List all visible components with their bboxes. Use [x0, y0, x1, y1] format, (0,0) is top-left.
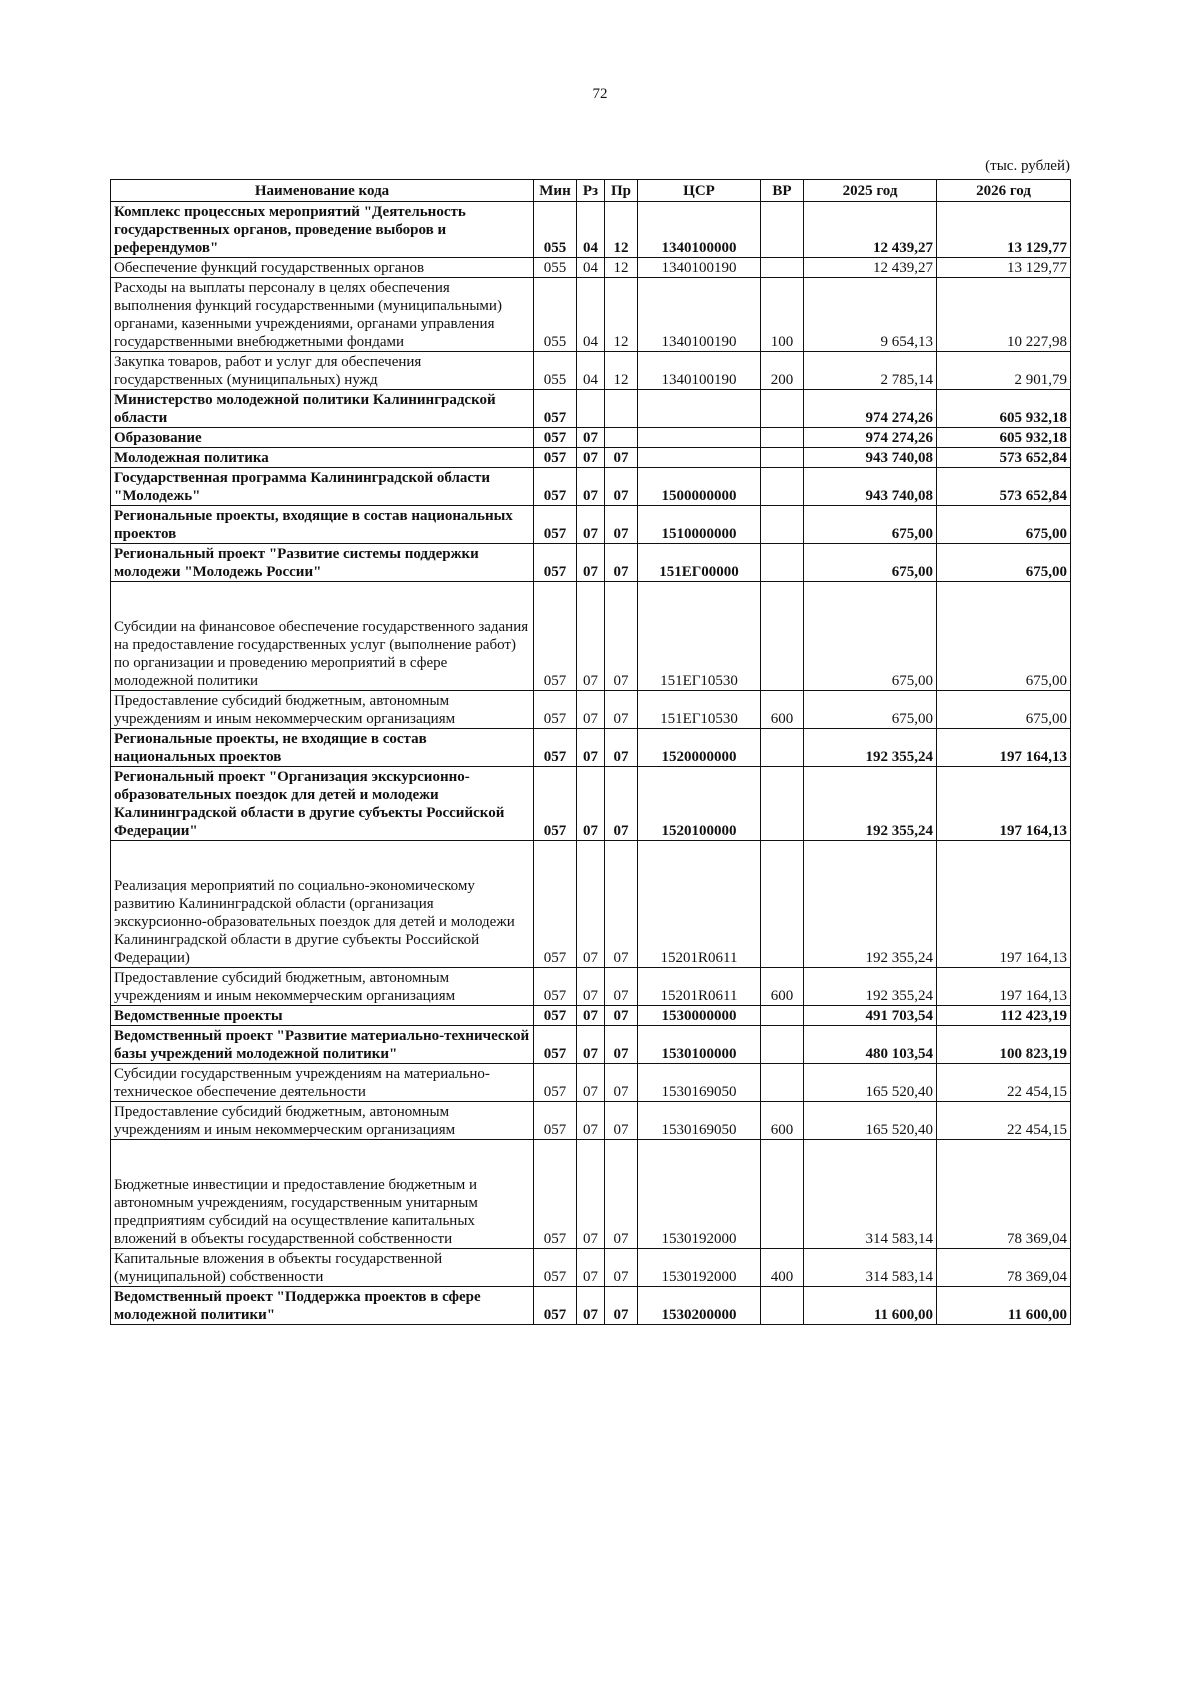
cell-vr — [761, 428, 804, 448]
table-row — [111, 1140, 1071, 1249]
cell-rz: 07 — [577, 1006, 605, 1026]
cell-min: 057 — [534, 1287, 577, 1325]
cell-pr: 07 — [605, 506, 638, 544]
cell-pr: 07 — [605, 691, 638, 729]
cell-rz: 07 — [577, 544, 605, 582]
cell-min: 057 — [534, 729, 577, 767]
cell-min: 055 — [534, 258, 577, 278]
cell-csr: 151ЕГ00000 — [638, 544, 761, 582]
cell-y2026: 22 454,15 — [937, 1102, 1071, 1140]
cell-min: 057 — [534, 1064, 577, 1102]
cell-y2025: 675,00 — [804, 691, 937, 729]
page-number: 72 — [592, 86, 608, 102]
header-name: Наименование кода — [111, 180, 534, 202]
cell-vr — [761, 202, 804, 258]
cell-y2025: 675,00 — [804, 544, 937, 582]
budget-table — [110, 179, 1071, 1325]
cell-pr: 12 — [605, 278, 638, 352]
cell-csr: 15201R0611 — [638, 841, 761, 968]
cell-rz: 07 — [577, 1102, 605, 1140]
cell-vr — [761, 729, 804, 767]
table-row — [111, 1102, 1071, 1140]
table-row — [111, 448, 1071, 468]
cell-name: Ведомственный проект "Поддержка проектов в сфере молодежной политики" — [111, 1287, 534, 1325]
cell-csr: 1520100000 — [638, 767, 761, 841]
cell-rz: 04 — [577, 278, 605, 352]
cell-min: 057 — [534, 1140, 577, 1249]
cell-rz: 04 — [577, 258, 605, 278]
cell-csr: 1500000000 — [638, 468, 761, 506]
table-row — [111, 544, 1071, 582]
cell-csr: 1530200000 — [638, 1287, 761, 1325]
cell-y2026: 78 369,04 — [937, 1140, 1071, 1249]
table-row — [111, 691, 1071, 729]
cell-name: Ведомственные проекты — [111, 1006, 534, 1026]
cell-name: Предоставление субсидий бюджетным, автономным учреждениям и иным некоммерческим организациям — [111, 968, 534, 1006]
cell-csr — [638, 428, 761, 448]
cell-y2025: 165 520,40 — [804, 1064, 937, 1102]
table-row — [111, 258, 1071, 278]
cell-vr — [761, 1140, 804, 1249]
cell-rz: 07 — [577, 428, 605, 448]
table-row — [111, 506, 1071, 544]
cell-vr: 100 — [761, 278, 804, 352]
cell-y2026: 11 600,00 — [937, 1287, 1071, 1325]
cell-min: 057 — [534, 968, 577, 1006]
cell-vr — [761, 506, 804, 544]
cell-pr: 07 — [605, 729, 638, 767]
cell-name: Субсидии государственным учреждениям на материально-техническое обеспечение деятельности — [111, 1064, 534, 1102]
cell-rz: 07 — [577, 729, 605, 767]
cell-csr: 1340100190 — [638, 258, 761, 278]
cell-rz: 07 — [577, 1026, 605, 1064]
cell-min: 057 — [534, 506, 577, 544]
cell-rz: 07 — [577, 767, 605, 841]
cell-y2026: 197 164,13 — [937, 841, 1071, 968]
cell-pr: 07 — [605, 1287, 638, 1325]
cell-y2026: 675,00 — [937, 544, 1071, 582]
cell-csr: 15201R0611 — [638, 968, 761, 1006]
cell-vr: 400 — [761, 1249, 804, 1287]
cell-pr — [605, 428, 638, 448]
header-rz: Рз — [577, 180, 605, 202]
cell-y2025: 314 583,14 — [804, 1140, 937, 1249]
cell-pr: 07 — [605, 767, 638, 841]
cell-y2026: 22 454,15 — [937, 1064, 1071, 1102]
cell-y2026: 112 423,19 — [937, 1006, 1071, 1026]
table-row — [111, 1026, 1071, 1064]
cell-min: 057 — [534, 1102, 577, 1140]
cell-vr — [761, 1026, 804, 1064]
cell-name: Предоставление субсидий бюджетным, автономным учреждениям и иным некоммерческим организациям — [111, 691, 534, 729]
cell-rz: 07 — [577, 1140, 605, 1249]
cell-pr: 07 — [605, 468, 638, 506]
cell-vr: 600 — [761, 691, 804, 729]
cell-pr: 07 — [605, 1064, 638, 1102]
cell-csr: 1520000000 — [638, 729, 761, 767]
header-min: Мин — [534, 180, 577, 202]
cell-y2025: 2 785,14 — [804, 352, 937, 390]
cell-name: Обеспечение функций государственных органов — [111, 258, 534, 278]
cell-y2025: 9 654,13 — [804, 278, 937, 352]
cell-y2025: 943 740,08 — [804, 468, 937, 506]
cell-pr: 12 — [605, 258, 638, 278]
cell-rz: 07 — [577, 468, 605, 506]
cell-csr: 1530169050 — [638, 1064, 761, 1102]
table-body — [111, 202, 1071, 1325]
cell-pr: 07 — [605, 1006, 638, 1026]
cell-y2025: 974 274,26 — [804, 390, 937, 428]
cell-y2026: 197 164,13 — [937, 729, 1071, 767]
cell-rz: 07 — [577, 968, 605, 1006]
cell-y2025: 675,00 — [804, 506, 937, 544]
cell-min: 057 — [534, 767, 577, 841]
cell-y2025: 974 274,26 — [804, 428, 937, 448]
cell-pr: 12 — [605, 352, 638, 390]
cell-name: Региональный проект "Развитие системы поддержки молодежи "Молодежь России" — [111, 544, 534, 582]
cell-min: 057 — [534, 841, 577, 968]
cell-name: Региональный проект "Организация экскурсионно-образовательных поездок для детей и молодежи Калининградской области в другие субъекты Российской Федерации" — [111, 767, 534, 841]
cell-vr — [761, 258, 804, 278]
cell-pr: 07 — [605, 1102, 638, 1140]
cell-min: 057 — [534, 544, 577, 582]
cell-csr: 1530000000 — [638, 1006, 761, 1026]
cell-y2025: 192 355,24 — [804, 841, 937, 968]
cell-rz — [577, 390, 605, 428]
table-row — [111, 278, 1071, 352]
cell-csr — [638, 448, 761, 468]
cell-csr: 1530100000 — [638, 1026, 761, 1064]
cell-name: Субсидии на финансовое обеспечение государственного задания на предоставление государственных услуг (выполнение работ) по организации и проведению мероприятий в сфере молодежной политики — [111, 582, 534, 691]
table-row — [111, 582, 1071, 691]
cell-y2025: 165 520,40 — [804, 1102, 937, 1140]
table-row — [111, 1006, 1071, 1026]
cell-csr: 1340100190 — [638, 278, 761, 352]
cell-y2025: 12 439,27 — [804, 202, 937, 258]
cell-vr — [761, 448, 804, 468]
cell-pr: 07 — [605, 544, 638, 582]
cell-vr: 600 — [761, 1102, 804, 1140]
cell-y2025: 491 703,54 — [804, 1006, 937, 1026]
cell-vr — [761, 1064, 804, 1102]
cell-csr: 151ЕГ10530 — [638, 582, 761, 691]
header-pr: Пр — [605, 180, 638, 202]
cell-min: 055 — [534, 278, 577, 352]
cell-min: 057 — [534, 1249, 577, 1287]
cell-rz: 07 — [577, 1287, 605, 1325]
cell-y2025: 675,00 — [804, 582, 937, 691]
cell-rz: 07 — [577, 1249, 605, 1287]
cell-min: 057 — [534, 1006, 577, 1026]
table-row — [111, 841, 1071, 968]
cell-name: Министерство молодежной политики Калининградской области — [111, 390, 534, 428]
cell-vr — [761, 1006, 804, 1026]
cell-name: Государственная программа Калининградской области "Молодежь" — [111, 468, 534, 506]
table-row — [111, 390, 1071, 428]
cell-y2026: 10 227,98 — [937, 278, 1071, 352]
cell-min: 057 — [534, 428, 577, 448]
table-row — [111, 968, 1071, 1006]
cell-name: Комплекс процессных мероприятий "Деятельность государственных органов, проведение выборов и референдумов" — [111, 202, 534, 258]
cell-vr — [761, 1287, 804, 1325]
cell-min: 057 — [534, 468, 577, 506]
cell-pr: 07 — [605, 1026, 638, 1064]
cell-vr — [761, 468, 804, 506]
cell-vr — [761, 582, 804, 691]
cell-rz: 07 — [577, 841, 605, 968]
cell-min: 055 — [534, 352, 577, 390]
cell-y2026: 78 369,04 — [937, 1249, 1071, 1287]
cell-y2026: 605 932,18 — [937, 390, 1071, 428]
cell-name: Региональные проекты, входящие в состав национальных проектов — [111, 506, 534, 544]
cell-y2026: 675,00 — [937, 582, 1071, 691]
cell-y2026: 605 932,18 — [937, 428, 1071, 448]
cell-pr: 07 — [605, 841, 638, 968]
cell-pr: 07 — [605, 582, 638, 691]
cell-rz: 04 — [577, 202, 605, 258]
cell-pr — [605, 390, 638, 428]
header-2025: 2025 год — [804, 180, 937, 202]
cell-csr: 1340100000 — [638, 202, 761, 258]
table-row — [111, 202, 1071, 258]
cell-csr: 1340100190 — [638, 352, 761, 390]
cell-csr: 1530192000 — [638, 1140, 761, 1249]
cell-vr: 600 — [761, 968, 804, 1006]
cell-name: Закупка товаров, работ и услуг для обеспечения государственных (муниципальных) нужд — [111, 352, 534, 390]
table-row — [111, 729, 1071, 767]
cell-rz: 07 — [577, 506, 605, 544]
header-2026: 2026 год — [937, 180, 1071, 202]
cell-y2026: 573 652,84 — [937, 448, 1071, 468]
cell-vr — [761, 544, 804, 582]
header-vr: ВР — [761, 180, 804, 202]
table-row — [111, 1287, 1071, 1325]
units-label: (тыс. рублей) — [985, 158, 1070, 174]
cell-vr — [761, 390, 804, 428]
cell-name: Молодежная политика — [111, 448, 534, 468]
cell-vr — [761, 841, 804, 968]
cell-csr: 1510000000 — [638, 506, 761, 544]
cell-pr: 07 — [605, 448, 638, 468]
cell-y2026: 2 901,79 — [937, 352, 1071, 390]
cell-csr: 151ЕГ10530 — [638, 691, 761, 729]
cell-y2026: 675,00 — [937, 691, 1071, 729]
table-row — [111, 767, 1071, 841]
cell-y2026: 675,00 — [937, 506, 1071, 544]
cell-vr — [761, 767, 804, 841]
cell-pr: 07 — [605, 1249, 638, 1287]
cell-y2026: 13 129,77 — [937, 202, 1071, 258]
cell-name: Расходы на выплаты персоналу в целях обеспечения выполнения функций государственными (муниципальными) органами, казенными учреждениями, органами управления государственными внебюджетными фондами — [111, 278, 534, 352]
cell-name: Реализация мероприятий по социально-экономическому развитию Калининградской области (организация экскурсионно-образовательных поездок для детей и молодежи Калининградской области в другие субъекты Российской Федерации) — [111, 841, 534, 968]
cell-y2025: 12 439,27 — [804, 258, 937, 278]
table-row — [111, 352, 1071, 390]
table-row — [111, 468, 1071, 506]
cell-y2025: 192 355,24 — [804, 767, 937, 841]
cell-min: 057 — [534, 691, 577, 729]
cell-y2026: 573 652,84 — [937, 468, 1071, 506]
cell-y2025: 11 600,00 — [804, 1287, 937, 1325]
cell-rz: 07 — [577, 691, 605, 729]
cell-y2026: 13 129,77 — [937, 258, 1071, 278]
cell-y2025: 192 355,24 — [804, 729, 937, 767]
cell-pr: 07 — [605, 1140, 638, 1249]
cell-y2025: 480 103,54 — [804, 1026, 937, 1064]
cell-y2026: 197 164,13 — [937, 767, 1071, 841]
table-header-row — [111, 180, 1071, 202]
cell-name: Бюджетные инвестиции и предоставление бюджетным и автономным учреждениям, государственным унитарным предприятиям субсидий на осуществление капитальных вложений в объекты государственной собственности — [111, 1140, 534, 1249]
cell-min: 057 — [534, 582, 577, 691]
cell-min: 057 — [534, 1026, 577, 1064]
cell-y2025: 943 740,08 — [804, 448, 937, 468]
cell-rz: 04 — [577, 352, 605, 390]
cell-rz: 07 — [577, 582, 605, 691]
cell-csr: 1530169050 — [638, 1102, 761, 1140]
table-row — [111, 1064, 1071, 1102]
cell-name: Предоставление субсидий бюджетным, автономным учреждениям и иным некоммерческим организациям — [111, 1102, 534, 1140]
cell-csr — [638, 390, 761, 428]
cell-pr: 12 — [605, 202, 638, 258]
header-csr: ЦСР — [638, 180, 761, 202]
cell-csr: 1530192000 — [638, 1249, 761, 1287]
cell-min: 055 — [534, 202, 577, 258]
table-row — [111, 428, 1071, 448]
cell-min: 057 — [534, 390, 577, 428]
cell-name: Ведомственный проект "Развитие материально-технической базы учреждений молодежной политики" — [111, 1026, 534, 1064]
cell-name: Региональные проекты, не входящие в состав национальных проектов — [111, 729, 534, 767]
cell-name: Капитальные вложения в объекты государственной (муниципальной) собственности — [111, 1249, 534, 1287]
cell-y2025: 192 355,24 — [804, 968, 937, 1006]
table-row — [111, 1249, 1071, 1287]
cell-y2025: 314 583,14 — [804, 1249, 937, 1287]
cell-name: Образование — [111, 428, 534, 448]
cell-rz: 07 — [577, 1064, 605, 1102]
cell-y2026: 197 164,13 — [937, 968, 1071, 1006]
cell-y2026: 100 823,19 — [937, 1026, 1071, 1064]
cell-vr: 200 — [761, 352, 804, 390]
cell-rz: 07 — [577, 448, 605, 468]
cell-pr: 07 — [605, 968, 638, 1006]
cell-min: 057 — [534, 448, 577, 468]
